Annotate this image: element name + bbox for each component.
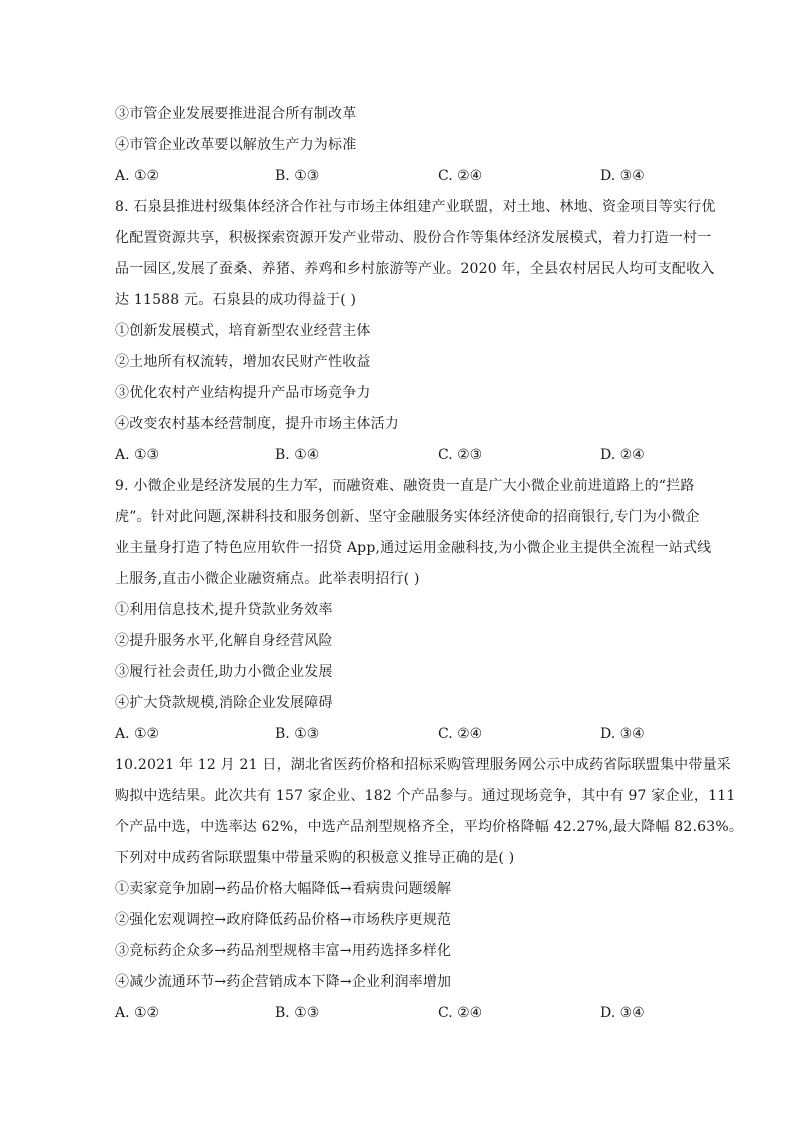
q9-option-d[interactable]: D. ③④ xyxy=(600,726,645,742)
q10-statement-3: ③竞标药企众多→药品剂型规格丰富→用药选择多样化 xyxy=(115,943,452,959)
q8-stem-line-3: 品一园区,发展了蚕桑、养猪、养鸡和乡村旅游等产业。2020 年，全县农村居民人均可支配收入 xyxy=(115,261,715,277)
q10-option-c[interactable]: C. ②④ xyxy=(438,1005,483,1021)
q9-statement-2: ②提升服务水平,化解自身经营风险 xyxy=(115,633,333,649)
q10-stem-line-3: 个产品中选，中选率达 62%，中选产品剂型规格齐全，平均价格降幅 42.27%,最大降幅 82.63%。 xyxy=(115,819,744,835)
q8-option-d[interactable]: D. ②④ xyxy=(600,447,645,463)
q10-statement-1: ①卖家竞争加剧→药品价格大幅降低→看病贵问题缓解 xyxy=(115,881,452,897)
q10-stem-line-1: 10.2021 年 12 月 21 日，湖北省医药价格和招标采购管理服务网公示中成药省际联盟集中带量采 xyxy=(115,757,731,773)
q8-option-a[interactable]: A. ①③ xyxy=(115,447,160,463)
q8-stem-line-4: 达 11588 元。石泉县的成功得益于( ) xyxy=(115,292,357,308)
q10-option-a[interactable]: A. ①② xyxy=(115,1005,160,1021)
q10-stem-line-2: 购拟中选结果。此次共有 157 家企业、182 个产品参与。通过现场竞争，其中有 97 家企业，111 xyxy=(115,788,736,804)
q8-statement-4: ④改变农村基本经营制度，提升市场主体活力 xyxy=(115,416,399,432)
q7-statement-3: ③市管企业发展要推进混合所有制改革 xyxy=(115,106,357,122)
q9-stem-line-2: 虎”。针对此问题,深耕科技和服务创新、坚守金融服务实体经济使命的招商银行,专门为小微企 xyxy=(115,509,700,525)
q9-statement-3: ③履行社会责任,助力小微企业发展 xyxy=(115,664,333,680)
q9-statement-1: ①利用信息技术,提升贷款业务效率 xyxy=(115,602,333,618)
q9-stem-line-4: 上服务,直击小微企业融资痛点。此举表明招行( ) xyxy=(115,571,420,587)
q7-options xyxy=(115,166,685,186)
q9-statement-4: ④扩大贷款规模,消除企业发展障碍 xyxy=(115,695,333,711)
q8-statement-3: ③优化农村产业结构提升产品市场竞争力 xyxy=(115,385,371,401)
q9-stem-line-1: 9. 小微企业是经济发展的生力军，而融资难、融资贵一直是广大小微企业前进道路上的“拦路 xyxy=(115,478,695,494)
q9-option-b[interactable]: B. ①③ xyxy=(275,726,320,742)
q10-option-d[interactable]: D. ③④ xyxy=(600,1005,645,1021)
q10-option-b[interactable]: B. ①③ xyxy=(275,1005,320,1021)
q8-stem-line-1: 8. 石泉县推进村级集体经济合作社与市场主体组建产业联盟，对土地、林地、资金项目等实行优 xyxy=(115,199,716,215)
q10-statement-2: ②强化宏观调控→政府降低药品价格→市场秩序更规范 xyxy=(115,912,452,928)
q9-option-a[interactable]: A. ①② xyxy=(115,726,160,742)
q10-stem-line-4: 下列对中成药省际联盟集中带量采购的积极意义推导正确的是( ) xyxy=(115,850,515,866)
q9-option-c[interactable]: C. ②④ xyxy=(438,726,483,742)
q10-options xyxy=(115,1003,685,1023)
q8-options xyxy=(115,445,685,465)
q8-option-b[interactable]: B. ①④ xyxy=(275,447,320,463)
q9-options xyxy=(115,724,685,744)
q8-stem-line-2: 化配置资源共享，积极探索资源开发产业带动、股份合作等集体经济发展模式，着力打造一村一 xyxy=(115,230,712,246)
q7-option-a[interactable]: A. ①② xyxy=(115,168,160,184)
q7-option-b[interactable]: B. ①③ xyxy=(275,168,320,184)
q7-option-d[interactable]: D. ③④ xyxy=(600,168,645,184)
q8-statement-2: ②土地所有权流转，增加农民财产性收益 xyxy=(115,354,371,370)
q10-statement-4: ④减少流通环节→药企营销成本下降→企业利润率增加 xyxy=(115,974,452,990)
q7-statement-4: ④市管企业改革要以解放生产力为标准 xyxy=(115,137,357,153)
q9-stem-line-3: 业主量身打造了特色应用软件一招贷 App,通过运用金融科技,为小微企业主提供全流程一站式线 xyxy=(115,540,712,556)
q8-option-c[interactable]: C. ②③ xyxy=(438,447,483,463)
q8-statement-1: ①创新发展模式，培育新型农业经营主体 xyxy=(115,323,371,339)
q7-option-c[interactable]: C. ②④ xyxy=(438,168,483,184)
